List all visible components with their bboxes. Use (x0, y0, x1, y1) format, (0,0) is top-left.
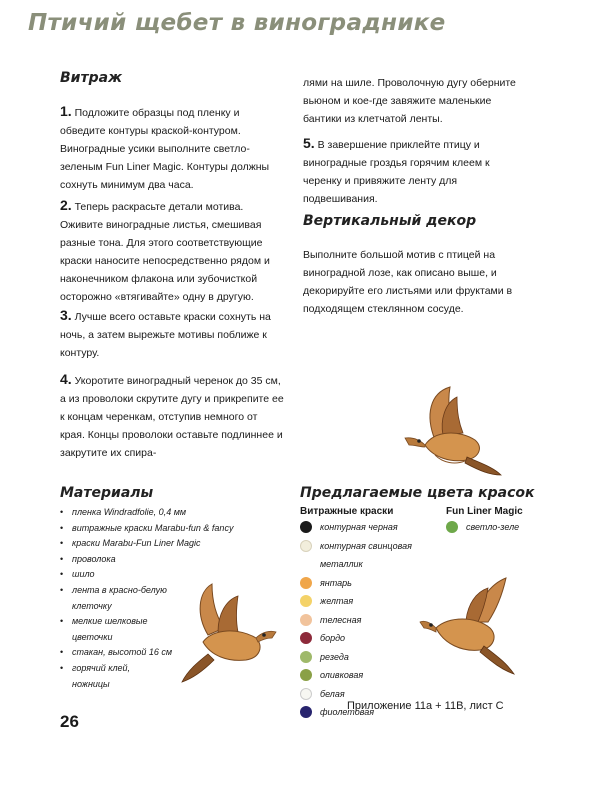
color-label: бордо (320, 633, 346, 643)
color-label: резеда (320, 651, 349, 662)
step-number: 5. (303, 135, 315, 151)
step-1 (60, 102, 285, 194)
color-swatch (300, 540, 312, 552)
bird-illustration-upper (395, 385, 505, 480)
page-title: Птичий щебет в винограднике (28, 10, 446, 36)
color-swatch (300, 632, 312, 644)
step-number: 1. (60, 103, 72, 119)
section-heading-materials: Материалы (60, 485, 154, 501)
color-label: контурная черная (320, 522, 398, 532)
color-swatch (300, 577, 312, 589)
colors-subheading-vitrazh: Витражные краски (300, 506, 394, 517)
color-swatch (446, 521, 458, 533)
color-label: фиолетовая (320, 707, 375, 717)
step-text: Теперь раскрасьте детали мотива. Оживите виноградные листья, смешивая разные тона. Для этого соответствующие краски наносите непосредственно рядом и наконечником флакона или зубочисткой осторожно «втягивайте» одну в другую. (60, 201, 270, 303)
bird-illustration-lower-right (418, 570, 523, 680)
color-item (300, 537, 445, 574)
color-item (300, 518, 445, 537)
section-heading-vertical: Вертикальный декор (303, 213, 477, 229)
list-item: • мелкие шелковые цветочки (60, 614, 172, 645)
color-swatch (300, 521, 312, 533)
color-swatch (300, 706, 312, 718)
color-label: белая (320, 688, 345, 699)
list-item: • краски Marabu-Fun Liner Magic (60, 536, 233, 552)
step-5 (303, 134, 525, 208)
step-text: В завершение приклейте птицу и виноградные гроздья горячим клеем к черенку и привяжите ленту для подвешивания. (303, 139, 490, 205)
page-number: 26 (60, 712, 79, 731)
step-number: 3. (60, 307, 72, 323)
list-item: • пленка Windradfolie, 0,4 мм (60, 505, 233, 521)
color-label: желтая (320, 596, 354, 606)
step-text: лями на шиле. Проволочную дугу оберните вьюном и кое-где завяжите маленькие бантики из клетчатой ленты. (303, 77, 516, 125)
color-swatch (300, 669, 312, 681)
color-label: янтарь (320, 577, 352, 588)
step-3 (60, 306, 285, 362)
section-heading-vitrazh: Витраж (60, 70, 122, 86)
liner-color-item (446, 518, 519, 537)
color-label: оливковая (320, 670, 364, 680)
step-2 (60, 196, 285, 306)
color-swatch (300, 614, 312, 626)
vertical-text: Выполните большой мотив с птицей на виноградной лозе, как описано выше, и декорируйте его листьями или фруктами в подходящем стеклянном сосуде. (303, 249, 513, 315)
list-item: • стакан, высотой 16 см (60, 645, 233, 661)
list-item: • шило (60, 567, 233, 583)
color-swatch (300, 688, 312, 700)
step-text: Лучше всего оставьте краски сохнуть на ночь, а затем вырежьте мотивы поближе к контуру. (60, 311, 271, 359)
step-number: 4. (60, 371, 72, 387)
list-item: • витражные краски Marabu-fun & fancy (60, 521, 233, 537)
appendix-reference: Приложение 11а + 11В, лист С (347, 700, 504, 712)
color-label: телесная (320, 614, 362, 625)
step-text: Подложите образцы под пленку и обведите контуры краской-контуром. Виноградные усики выполните светло-зеленым Fun Liner Magic. Контуры должны сохнуть минимум два часа. (60, 107, 270, 191)
colors-subheading-liner: Fun Liner Magic (446, 506, 523, 517)
step-4 (60, 370, 285, 462)
color-swatch (300, 651, 312, 663)
list-item: • лента в красно-белую клеточку (60, 583, 184, 614)
bird-illustration-lower-left (178, 580, 278, 690)
color-label: контурная свинцовая металлик (320, 540, 412, 569)
step-text: Укоротите виноградный черенок до 35 см, а из проволоки скрутите дугу и прикрепите ее к концам черенкам, отступив немного от края. Концы проволоки оставьте подлиннее и закрутите их спира- (60, 375, 284, 459)
section-heading-colors: Предлагаемые цвета красок (300, 485, 535, 501)
step-4-continued (303, 74, 525, 128)
color-label: светло-зеле (466, 522, 520, 532)
list-item: • горячий клей, ножницы (60, 661, 157, 692)
color-swatch (300, 595, 312, 607)
list-item: • проволока (60, 552, 233, 568)
step-number: 2. (60, 197, 72, 213)
